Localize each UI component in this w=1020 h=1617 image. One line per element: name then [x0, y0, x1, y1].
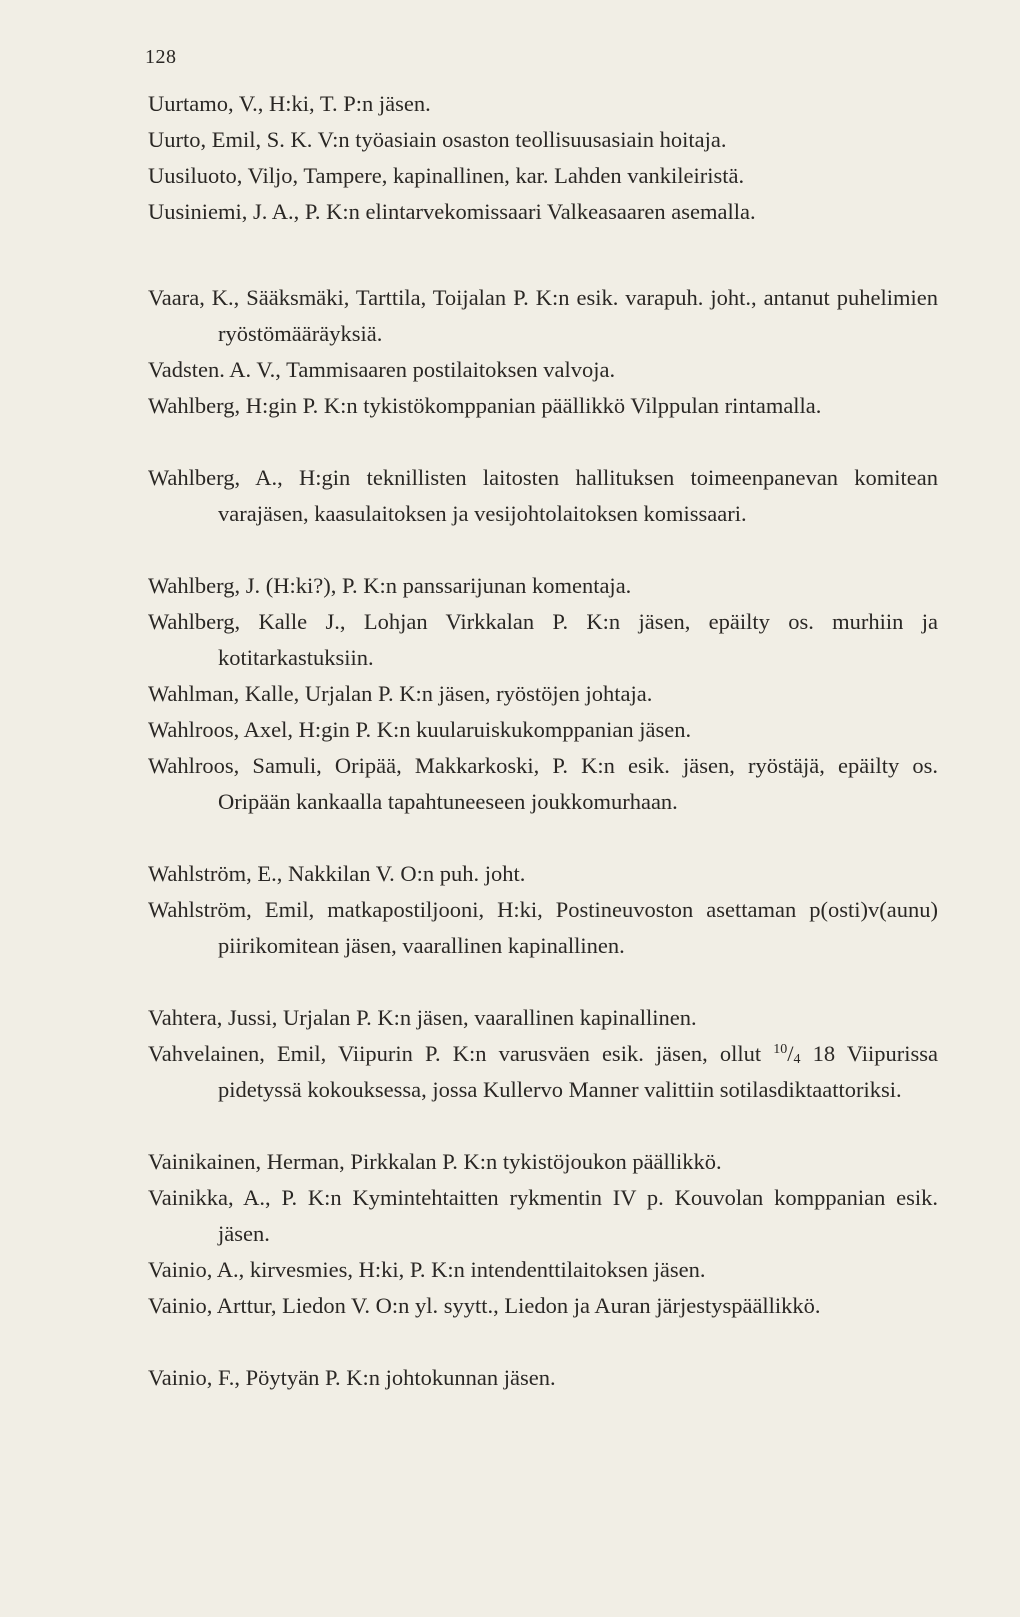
entry-text-before: Vahvelainen, Emil, Viipurin P. K:n varusväen esik. jäsen, ollut: [148, 1041, 774, 1066]
entry: Vahvelainen, Emil, Viipurin P. K:n varusväen esik. jäsen, ollut $^{10}/_4$ 18 Viipurissa pidetyssä kokouksessa, jossa Kullervo Manner valittiin sotilasdiktaattoriksi.: [148, 1041, 938, 1102]
entry: Wahlberg, J. (H:ki?), P. K:n panssarijunan komentaja.: [148, 573, 632, 598]
fraction-numerator: 10: [773, 1042, 788, 1057]
entry: Uusiniemi, J. A., P. K:n elintarvekomissaari Valkeasaaren asemalla.: [148, 199, 756, 224]
entry: Vainio, A., kirvesmies, H:ki, P. K:n intendenttilaitoksen jäsen.: [148, 1257, 706, 1282]
entry: Uurtamo, V., H:ki, T. P:n jäsen.: [148, 91, 431, 116]
entry: Wahlroos, Axel, H:gin P. K:n kuularuiskukomppanian jäsen.: [148, 717, 692, 742]
entry: Wahlström, Emil, matkapostiljooni, H:ki, Postineuvoston asettaman p(osti)v(aunu) piirikomitean jäsen, vaarallinen kapinallinen.: [148, 897, 938, 958]
entry: Vainio, Arttur, Liedon V. O:n yl. syytt., Liedon ja Auran järjestyspäällikkö.: [148, 1293, 821, 1318]
entry: Wahlström, E., Nakkilan V. O:n puh. joht.: [148, 861, 526, 886]
fraction-denominator: 4: [793, 1052, 801, 1067]
entry: Vaara, K., Sääksmäki, Tarttila, Toijalan P. K:n esik. varapuh. joht., antanut puhelimien ryöstömääräyksiä.: [148, 285, 938, 346]
entry: Uurto, Emil, S. K. V:n työasiain osaston teollisuusasiain hoitaja.: [148, 127, 727, 152]
entry: Vadsten. A. V., Tammisaaren postilaitoksen valvoja.: [148, 357, 616, 382]
page-number: 128: [145, 46, 177, 68]
entry: Wahlberg, H:gin P. K:n tykistökomppanian päällikkö Vilppulan rintamalla.: [148, 393, 822, 418]
entry: Uusiluoto, Viljo, Tampere, kapinallinen, kar. Lahden vankileiristä.: [148, 163, 745, 188]
entry-text-after: 18 Viipurissa pidetyssä kokouksessa, jossa Kullervo Manner valittiin sotilasdiktaattoriksi.: [218, 1041, 938, 1102]
entry: Vainikainen, Herman, Pirkkalan P. K:n tykistöjoukon päällikkö.: [148, 1149, 722, 1174]
entry: Vainikka, A., P. K:n Kymintehtaitten rykmentin IV p. Kouvolan komppanian esik. jäsen.: [148, 1185, 938, 1246]
entry: Wahlroos, Samuli, Oripää, Makkarkoski, P. K:n esik. jäsen, ryöstäjä, epäilty os. Oripään kankaalla tapahtuneeseen joukkomurhaan.: [148, 753, 938, 814]
entry: Wahlman, Kalle, Urjalan P. K:n jäsen, ryöstöjen johtaja.: [148, 681, 653, 706]
entry: Wahlberg, A., H:gin teknillisten laitosten hallituksen toimeenpanevan komitean varajäsen, kaasulaitoksen ja vesijohtolaitoksen komissaari.: [148, 465, 938, 526]
entry: Vahtera, Jussi, Urjalan P. K:n jäsen, vaarallinen kapinallinen.: [148, 1005, 697, 1030]
entry: Vainio, F., Pöytyän P. K:n johtokunnan jäsen.: [148, 1365, 556, 1390]
entry: Wahlberg, Kalle J., Lohjan Virkkalan P. K:n jäsen, epäilty os. murhiin ja kotitarkastuksiin.: [148, 609, 938, 670]
